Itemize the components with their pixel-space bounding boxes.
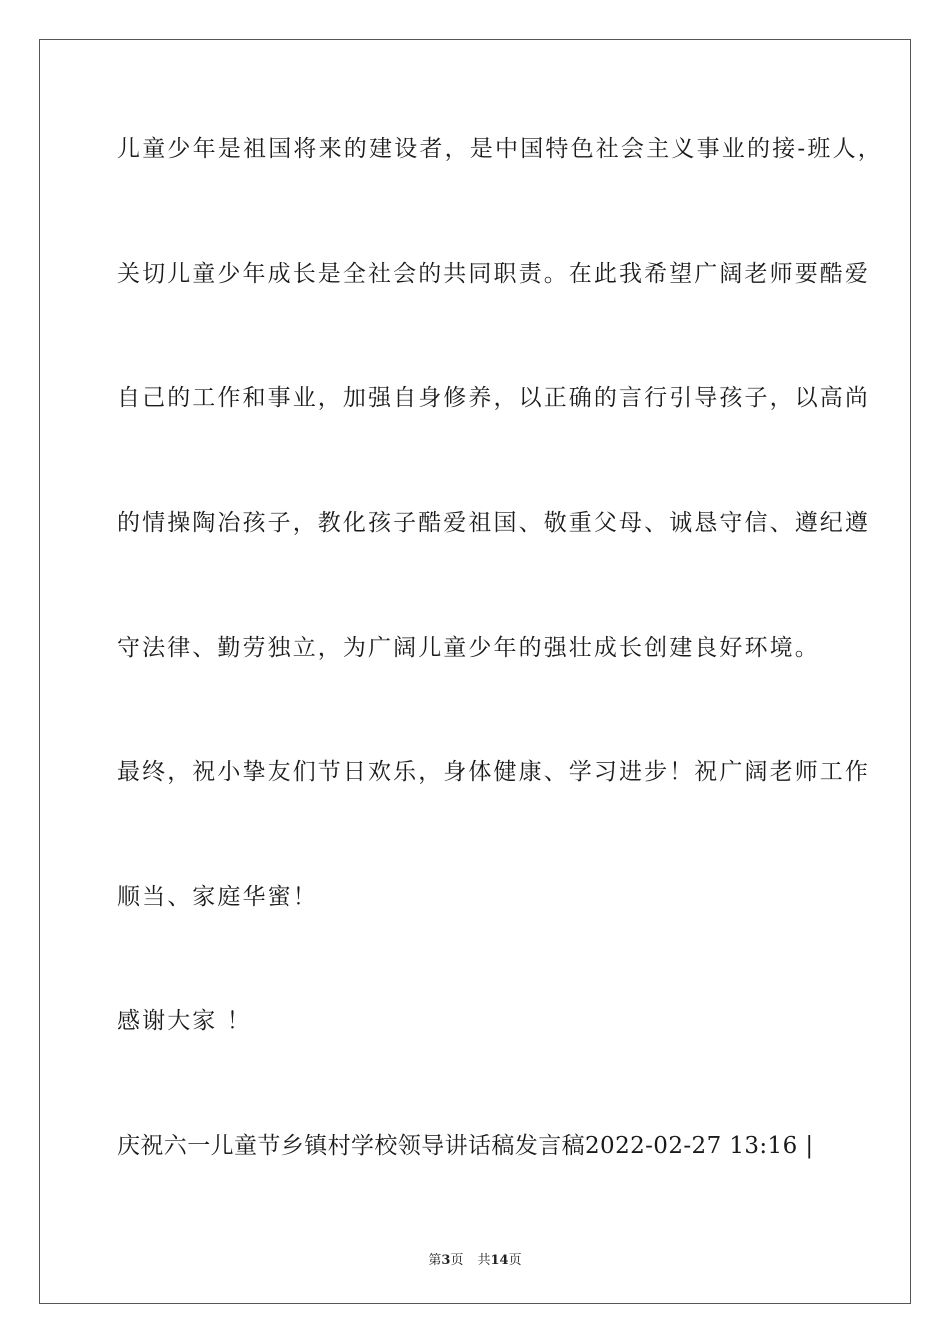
page-footer — [0, 1249, 950, 1268]
page-suffix: 页 — [450, 1253, 464, 1268]
paragraph-line-3: 自己的工作和事业，加强自身修养，以正确的言行引导孩子，以高尚 — [117, 385, 870, 411]
article-title-line: 庆祝六一儿童节乡镇村学校领导讲话稿发言稿2022-02-27 13:16 | — [117, 1133, 814, 1159]
page-border — [39, 39, 911, 1304]
total-suffix: 页 — [508, 1253, 522, 1268]
total-pages: 14 — [490, 1253, 509, 1268]
total-prefix: 共 — [477, 1253, 491, 1268]
paragraph-line-7: 顺当、家庭华蜜！ — [117, 884, 318, 910]
page-number: 3 — [441, 1253, 451, 1268]
paragraph-line-4: 的情操陶冶孩子，教化孩子酷爱祖国、敬重父母、诚恳守信、遵纪遵 — [117, 510, 870, 536]
paragraph-line-6: 最终，祝小挚友们节日欢乐，身体健康、学习进步！祝广阔老师工作 — [117, 759, 870, 785]
page-prefix: 第 — [428, 1253, 442, 1268]
paragraph-line-8: 感谢大家 ！ — [117, 1008, 252, 1034]
paragraph-line-2: 关切儿童少年成长是全社会的共同职责。在此我希望广阔老师要酷爱 — [117, 261, 870, 287]
paragraph-line-1: 儿童少年是祖国将来的建设者，是中国特色社会主义事业的接-班人， — [117, 136, 883, 162]
paragraph-line-5: 守法律、勤劳独立，为广阔儿童少年的强壮成长创建良好环境。 — [117, 635, 820, 661]
